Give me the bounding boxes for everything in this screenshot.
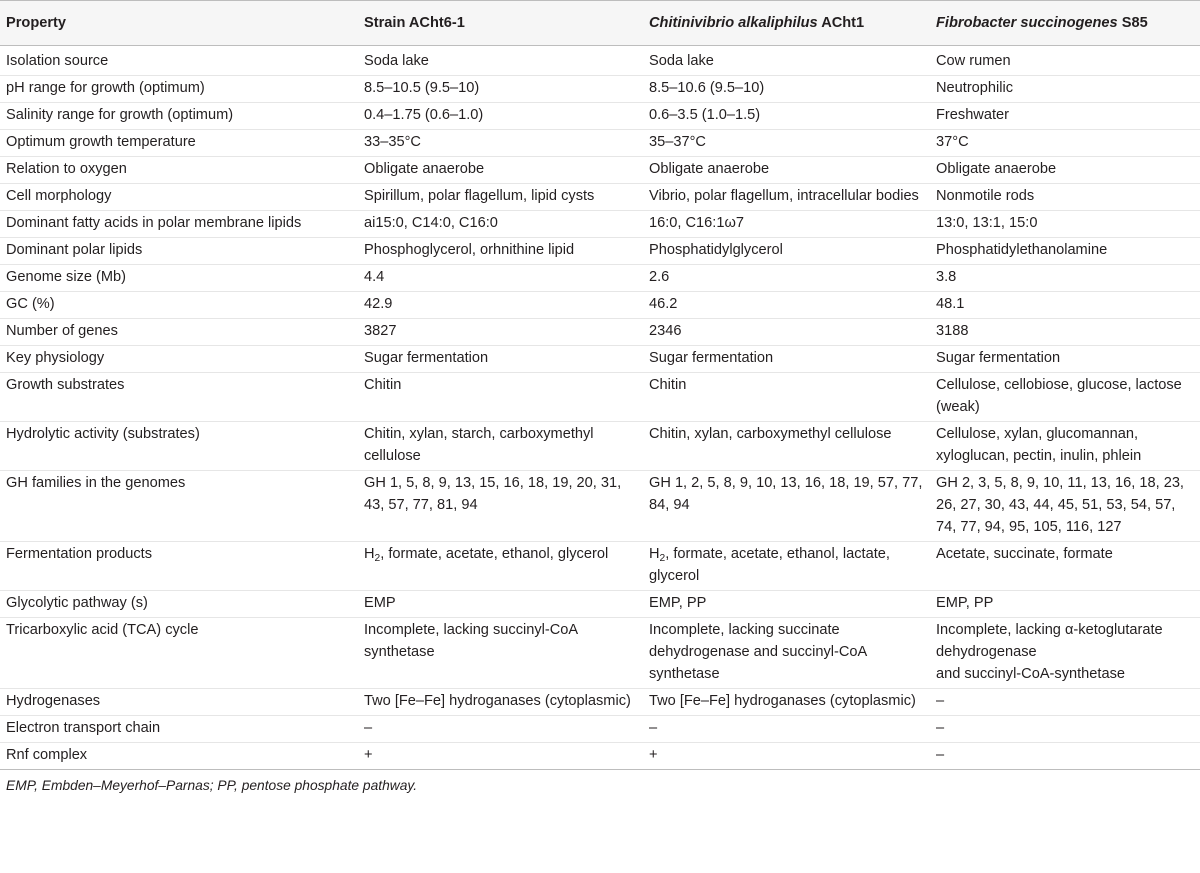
cell-s85: Cow rumen xyxy=(934,46,1200,76)
cell-s85: GH 2, 3, 5, 8, 9, 10, 11, 13, 16, 18, 23, 26, 27, 30, 43, 44, 45, 51, 53, 54, 57, 74, 77, 94, 95, 105, 116, 127 xyxy=(934,470,1200,541)
cell-s85: Freshwater xyxy=(934,102,1200,129)
table-row xyxy=(0,75,1200,102)
cell-property: Fermentation products xyxy=(0,541,358,590)
cell-s85: – xyxy=(934,688,1200,715)
cell-s85: Cellulose, cellobiose, glucose, lactose (weak) xyxy=(934,372,1200,421)
cell-s85: Cellulose, xylan, glucomannan, xyloglucan, pectin, inulin, phlein xyxy=(934,421,1200,470)
cell-acht1: Incomplete, lacking succinate dehydrogenase and succinyl-CoA synthetase xyxy=(645,617,934,688)
cell-acht6: 33–35°C xyxy=(358,129,645,156)
cell-acht1: 35–37°C xyxy=(645,129,934,156)
cell-property: Number of genes xyxy=(0,318,358,345)
cell-property: Dominant polar lipids xyxy=(0,237,358,264)
cell-s85: Phosphatidylethanolamine xyxy=(934,237,1200,264)
table-row xyxy=(0,210,1200,237)
header-fibrobacter-species: Fibrobacter succinogenes xyxy=(936,15,1118,31)
cell-property: Isolation source xyxy=(0,46,358,76)
h2-symbol: H xyxy=(649,546,660,562)
table-row xyxy=(0,715,1200,742)
cell-acht1: Chitin xyxy=(645,372,934,421)
cell-s85: Sugar fermentation xyxy=(934,345,1200,372)
header-chitinivibrio xyxy=(645,1,934,46)
cell-property: Dominant fatty acids in polar membrane lipids xyxy=(0,210,358,237)
cell-property: Growth substrates xyxy=(0,372,358,421)
cell-s85: EMP, PP xyxy=(934,590,1200,617)
cell-property: Cell morphology xyxy=(0,183,358,210)
table-row xyxy=(0,318,1200,345)
cell-acht6: 3827 xyxy=(358,318,645,345)
cell-s85: 37°C xyxy=(934,129,1200,156)
cell-acht1: 8.5–10.6 (9.5–10) xyxy=(645,75,934,102)
cell-acht6: 0.4–1.75 (0.6–1.0) xyxy=(358,102,645,129)
cell-acht1: 2346 xyxy=(645,318,934,345)
cell-property: Rnf complex xyxy=(0,742,358,769)
cell-acht1: Obligate anaerobe xyxy=(645,156,934,183)
cell-acht6: 8.5–10.5 (9.5–10) xyxy=(358,75,645,102)
cell-s85: Obligate anaerobe xyxy=(934,156,1200,183)
table-row xyxy=(0,470,1200,541)
header-fibrobacter-strain: S85 xyxy=(1121,15,1148,31)
table-row xyxy=(0,237,1200,264)
tca-line-2: and succinyl-CoA-synthetase xyxy=(936,666,1125,682)
table-row xyxy=(0,129,1200,156)
cell-property: pH range for growth (optimum) xyxy=(0,75,358,102)
cell-property: Electron transport chain xyxy=(0,715,358,742)
cell-acht1: Chitin, xylan, carboxymethyl cellulose xyxy=(645,421,934,470)
cell-acht1: + xyxy=(645,742,934,769)
table-row xyxy=(0,590,1200,617)
header-chitinivibrio-strain: ACht1 xyxy=(821,15,865,31)
cell-acht1: Soda lake xyxy=(645,46,934,76)
cell-s85: Neutrophilic xyxy=(934,75,1200,102)
cell-acht6: EMP xyxy=(358,590,645,617)
cell-s85: Nonmotile rods xyxy=(934,183,1200,210)
h2-subscript: 2 xyxy=(374,553,381,565)
h2-symbol: H xyxy=(364,546,375,562)
cell-acht6: GH 1, 5, 8, 9, 13, 15, 16, 18, 19, 20, 31, 43, 57, 77, 81, 94 xyxy=(358,470,645,541)
cell-acht6: ai15:0, C14:0, C16:0 xyxy=(358,210,645,237)
cell-property: Salinity range for growth (optimum) xyxy=(0,102,358,129)
cell-property: Glycolytic pathway (s) xyxy=(0,590,358,617)
table-row xyxy=(0,264,1200,291)
cell-acht6: Soda lake xyxy=(358,46,645,76)
cell-acht6: Chitin, xylan, starch, carboxymethyl cellulose xyxy=(358,421,645,470)
cell-acht6 xyxy=(358,541,645,590)
cell-acht1: 46.2 xyxy=(645,291,934,318)
cell-acht1: EMP, PP xyxy=(645,590,934,617)
table-row xyxy=(0,46,1200,76)
cell-s85: 48.1 xyxy=(934,291,1200,318)
table-footnote: EMP, Embden–Meyerhof–Parnas; PP, pentose phosphate pathway. xyxy=(6,777,418,793)
cell-s85: 3.8 xyxy=(934,264,1200,291)
table-row xyxy=(0,102,1200,129)
cell-property: Genome size (Mb) xyxy=(0,264,358,291)
cell-acht6: 4.4 xyxy=(358,264,645,291)
cell-s85: 3188 xyxy=(934,318,1200,345)
table-row xyxy=(0,372,1200,421)
cell-acht1: GH 1, 2, 5, 8, 9, 10, 13, 16, 18, 19, 57, 77, 84, 94 xyxy=(645,470,934,541)
cell-acht1: 16:0, C16:1ω7 xyxy=(645,210,934,237)
table-row xyxy=(0,291,1200,318)
header-fibrobacter xyxy=(934,1,1200,46)
table-row xyxy=(0,742,1200,769)
cell-acht6: Two [Fe–Fe] hydroganases (cytoplasmic) xyxy=(358,688,645,715)
header-strain-acht6-1: Strain ACht6-1 xyxy=(358,1,645,46)
cell-acht6: Incomplete, lacking succinyl-CoA synthetase xyxy=(358,617,645,688)
cell-property: Optimum growth temperature xyxy=(0,129,358,156)
cell-s85: 13:0, 13:1, 15:0 xyxy=(934,210,1200,237)
table-row xyxy=(0,617,1200,688)
cell-acht6: 42.9 xyxy=(358,291,645,318)
cell-acht1: Two [Fe–Fe] hydroganases (cytoplasmic) xyxy=(645,688,934,715)
table-row xyxy=(0,421,1200,470)
cell-acht6: Phosphoglycerol, orhnithine lipid xyxy=(358,237,645,264)
cell-property: Key physiology xyxy=(0,345,358,372)
cell-acht6: – xyxy=(358,715,645,742)
cell-property: GC (%) xyxy=(0,291,358,318)
cell-s85 xyxy=(934,617,1200,688)
cell-acht6: Chitin xyxy=(358,372,645,421)
table-row xyxy=(0,156,1200,183)
tca-line-1: Incomplete, lacking α-ketoglutarate dehydrogenase xyxy=(936,622,1163,660)
cell-acht1 xyxy=(645,541,934,590)
fermentation-products-rest: , formate, acetate, ethanol, glycerol xyxy=(380,546,609,562)
cell-acht6: + xyxy=(358,742,645,769)
cell-acht6: Spirillum, polar flagellum, lipid cysts xyxy=(358,183,645,210)
cell-acht1: 0.6–3.5 (1.0–1.5) xyxy=(645,102,934,129)
cell-acht1: – xyxy=(645,715,934,742)
cell-property: Relation to oxygen xyxy=(0,156,358,183)
cell-acht1: Vibrio, polar flagellum, intracellular bodies xyxy=(645,183,934,210)
cell-s85: – xyxy=(934,742,1200,769)
header-property: Property xyxy=(0,1,358,46)
table-row xyxy=(0,183,1200,210)
cell-acht6: Sugar fermentation xyxy=(358,345,645,372)
cell-property: GH families in the genomes xyxy=(0,470,358,541)
table-row xyxy=(0,345,1200,372)
cell-s85: Acetate, succinate, formate xyxy=(934,541,1200,590)
cell-property: Hydrolytic activity (substrates) xyxy=(0,421,358,470)
cell-acht1: 2.6 xyxy=(645,264,934,291)
cell-s85: – xyxy=(934,715,1200,742)
cell-acht1: Sugar fermentation xyxy=(645,345,934,372)
cell-property: Tricarboxylic acid (TCA) cycle xyxy=(0,617,358,688)
cell-acht6: Obligate anaerobe xyxy=(358,156,645,183)
fermentation-products-rest: , formate, acetate, ethanol, lactate, glycerol xyxy=(649,546,890,584)
table-row xyxy=(0,541,1200,590)
h2-subscript: 2 xyxy=(659,553,666,565)
table-row xyxy=(0,688,1200,715)
cell-property: Hydrogenases xyxy=(0,688,358,715)
header-chitinivibrio-species: Chitinivibrio alkaliphilus xyxy=(649,15,818,31)
header-row xyxy=(0,1,1200,46)
cell-acht1: Phosphatidylglycerol xyxy=(645,237,934,264)
